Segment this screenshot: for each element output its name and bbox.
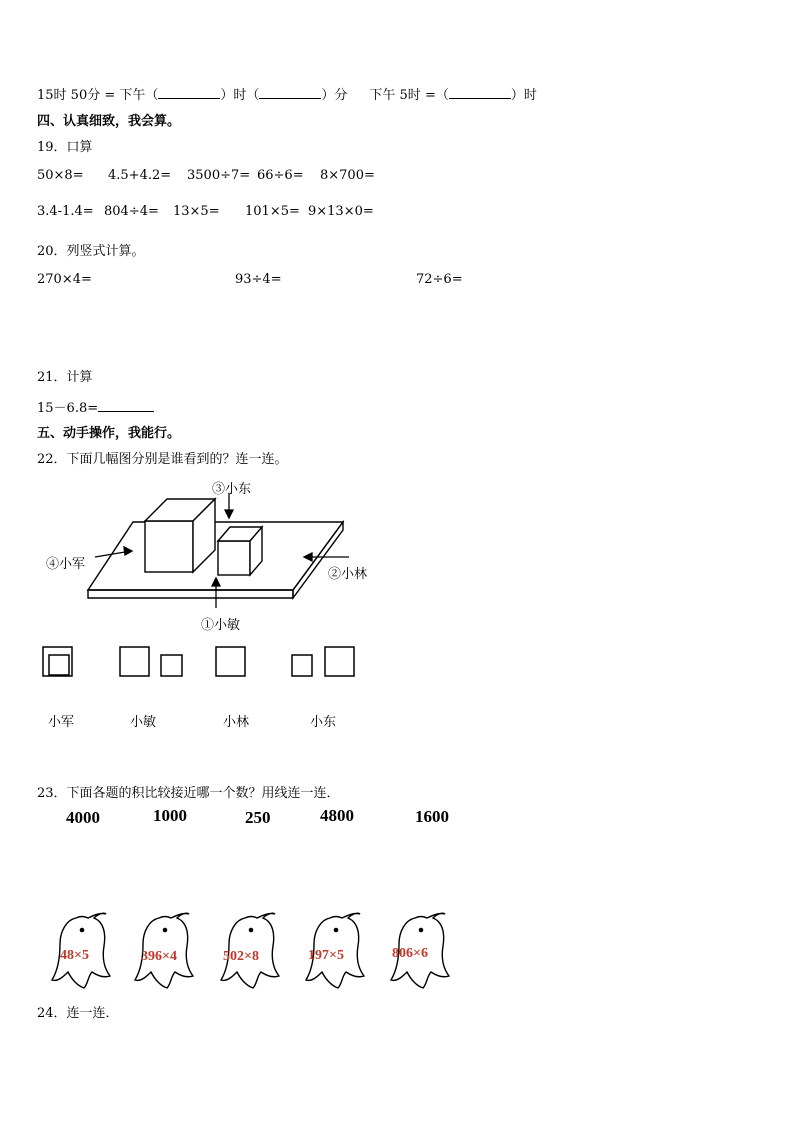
target-number: 1600 [415, 807, 449, 826]
q20-item: 93÷4= [235, 272, 282, 287]
target-number: 4000 [66, 808, 100, 827]
viewer-name: 小敏 [130, 715, 157, 730]
viewer-label-top: ③小东 [212, 482, 252, 497]
section-4-title: 四、认真细致，我会算。 [37, 114, 181, 129]
q23-title: 23．下面各题的积比较接近哪一个数？用线连一连． [37, 786, 340, 801]
q21-title: 21．计算 [37, 370, 93, 385]
q19-row2-item: 804÷4= [104, 204, 159, 219]
q19-row2-item: 101×5= [245, 204, 300, 219]
product-expression: 502×8 [223, 949, 259, 964]
target-number: 1000 [153, 806, 187, 825]
viewer-name: 小东 [310, 715, 337, 730]
time-part-e: ）时 [510, 88, 537, 103]
q20-title: 20．列竖式计算。 [37, 244, 145, 259]
viewer-label-front: ①小敏 [201, 618, 241, 633]
viewer-label-right: ②小林 [328, 567, 368, 582]
q19-row2-item: 13×5= [173, 204, 220, 219]
target-number: 4800 [320, 806, 354, 825]
q21-expr-text: 15－6.8= [37, 401, 99, 416]
section-5-title: 五、动手操作，我能行。 [37, 426, 181, 441]
q22-title: 22．下面几幅图分别是谁看到的？连一连。 [37, 452, 288, 467]
time-part-d: 下午 5时 =（ [369, 88, 449, 103]
target-number: 250 [245, 808, 271, 827]
q19-row1-item: 8×700= [320, 168, 375, 183]
time-part-a: 15时 50分 = 下午（ [37, 88, 159, 103]
q19-row2-item: 9×13×0= [308, 204, 374, 219]
product-expression: 197×5 [308, 948, 344, 963]
viewer-name: 小军 [48, 715, 75, 730]
q19-row1-item: 66÷6= [257, 168, 304, 183]
time-part-c: ）分 [321, 88, 348, 103]
time-part-b: ）时（ [220, 88, 260, 103]
q19-title: 19．口算 [37, 140, 93, 155]
q19-row2-item: 3.4-1.4= [37, 204, 94, 219]
q20-item: 72÷6= [416, 272, 463, 287]
product-expression: 48×5 [60, 948, 89, 963]
q20-item: 270×4= [37, 272, 92, 287]
product-expression: 396×4 [141, 949, 177, 964]
q24-title: 24．连一连． [37, 1006, 119, 1021]
q19-row1-item: 50×8= [37, 168, 84, 183]
q19-row1-item: 3500÷7= [187, 168, 251, 183]
viewer-name: 小林 [223, 715, 250, 730]
q19-row1-item: 4.5+4.2= [108, 168, 172, 183]
product-expression: 806×6 [392, 946, 428, 961]
viewer-label-left: ④小军 [46, 557, 86, 572]
